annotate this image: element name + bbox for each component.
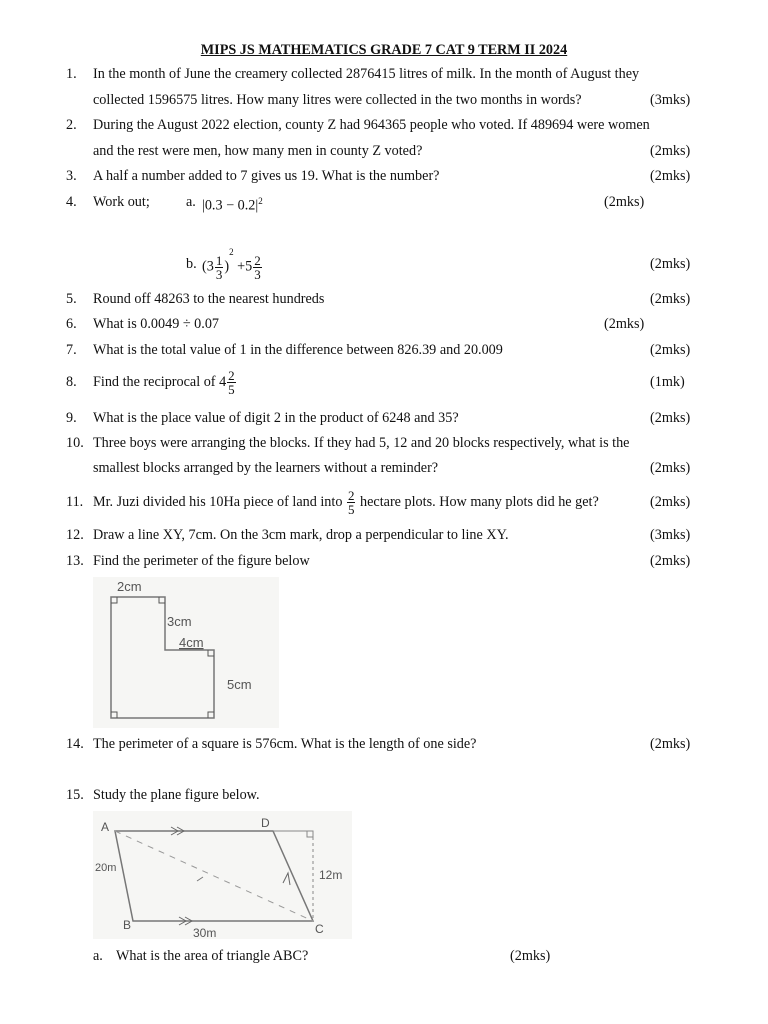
vertex-c: C bbox=[315, 922, 324, 936]
label-step-horizontal: 4cm bbox=[179, 635, 204, 650]
marks-label: (2mks) bbox=[650, 342, 691, 358]
marks-label: (2mks) bbox=[604, 316, 645, 332]
question-number: 6. bbox=[66, 316, 77, 332]
label-step-vertical: 3cm bbox=[167, 614, 192, 629]
part-b-label: b. bbox=[186, 256, 197, 272]
question-text: Work out; bbox=[93, 194, 150, 210]
marks-label: (2mks) bbox=[650, 460, 691, 476]
question-text: Study the plane figure below. bbox=[93, 787, 260, 803]
question-number: 3. bbox=[66, 168, 77, 184]
marks-label: (2mks) bbox=[650, 291, 691, 307]
question-text: Find the reciprocal of 4 $\frac{2}{5}$ bbox=[93, 368, 235, 398]
question-text: What is 0.0049 ÷ 0.07 bbox=[93, 316, 220, 332]
question-text: Draw a line XY, 7cm. On the 3cm mark, drop a perpendicular to line XY. bbox=[93, 527, 509, 543]
vertex-a: A bbox=[101, 820, 110, 834]
marks-label: (3mks) bbox=[650, 527, 691, 543]
question-number: 8. bbox=[66, 374, 77, 390]
marks-label: (2mks) bbox=[650, 553, 691, 569]
figure-parallelogram bbox=[93, 811, 352, 939]
fraction: $\frac{2}{3}$ bbox=[254, 252, 261, 282]
right-angle-mark bbox=[208, 712, 214, 718]
label-bottom-side: 30m bbox=[193, 926, 217, 939]
marks-label: (2mks) bbox=[650, 410, 691, 426]
sub-label: a. bbox=[93, 948, 103, 964]
question-text: During the August 2022 election, county Z had 964365 people who voted. If 489694 were women bbox=[93, 117, 650, 133]
part-a-label: a. bbox=[186, 194, 196, 210]
fraction: $\frac{2}{5}$ bbox=[228, 368, 235, 398]
question-number: 12. bbox=[66, 527, 84, 543]
marks-label: (2mks) bbox=[650, 736, 691, 752]
label-left-side: 20m bbox=[95, 862, 117, 874]
label-right: 5cm bbox=[227, 677, 252, 692]
marks-label: (2mks) bbox=[650, 168, 691, 184]
question-text: Three boys were arranging the blocks. If they had 5, 12 and 20 blocks respectively, what is the bbox=[93, 435, 630, 451]
marks-label: (3mks) bbox=[650, 92, 691, 108]
l-shape-outline bbox=[111, 597, 214, 718]
question-number: 7. bbox=[66, 342, 77, 358]
question-text: collected 1596575 litres. How many litres were collected in the two months in words? bbox=[93, 92, 582, 108]
figure-l-shape bbox=[93, 577, 279, 728]
question-8 bbox=[66, 366, 706, 400]
question-text: A half a number added to 7 gives us 19. What is the number? bbox=[93, 168, 440, 184]
question-number: 11. bbox=[66, 494, 84, 510]
question-number: 2. bbox=[66, 117, 77, 133]
marks-label: (2mks) bbox=[604, 194, 645, 210]
question-number: 14. bbox=[66, 736, 84, 752]
label-height: 12m bbox=[319, 868, 343, 882]
right-angle-mark bbox=[159, 597, 165, 603]
diagonal-mark bbox=[197, 877, 203, 881]
arrow-side bbox=[283, 873, 290, 885]
right-angle-mark bbox=[208, 650, 214, 656]
question-text: and the rest were men, how many men in county Z voted? bbox=[93, 143, 423, 159]
question-text: What is the place value of digit 2 in the product of 6248 and 35? bbox=[93, 410, 459, 426]
question-11 bbox=[66, 486, 706, 520]
question-number: 13. bbox=[66, 553, 84, 569]
question-number: 5. bbox=[66, 291, 77, 307]
question-number: 9. bbox=[66, 410, 77, 426]
label-top: 2cm bbox=[117, 579, 142, 594]
vertex-b: B bbox=[123, 918, 132, 932]
question-text: In the month of June the creamery collected 2876415 litres of milk. In the month of August they bbox=[93, 66, 640, 82]
question-number: 4. bbox=[66, 194, 77, 210]
diagonal-ac bbox=[115, 831, 313, 921]
question-text: Round off 48263 to the nearest hundreds bbox=[93, 291, 325, 307]
page-title: MIPS JS MATHEMATICS GRADE 7 CAT 9 TERM II 2024 bbox=[200, 42, 568, 58]
vertex-d: D bbox=[261, 816, 270, 830]
part-a-expression: $|0.3 - 0.2|^2$ bbox=[202, 196, 263, 214]
question-number: 15. bbox=[66, 787, 84, 803]
question-text: What is the area of triangle ABC? bbox=[116, 948, 309, 964]
fraction: $\frac{2}{5}$ bbox=[347, 488, 355, 518]
question-text: Find the perimeter of the figure below bbox=[93, 553, 310, 569]
marks-label: (1mk) bbox=[650, 374, 685, 390]
question-4-part-b bbox=[66, 246, 706, 282]
question-text: The perimeter of a square is 576cm. What is the length of one side? bbox=[93, 736, 477, 752]
question-number: 1. bbox=[66, 66, 77, 82]
marks-label: (2mks) bbox=[650, 256, 691, 272]
fraction: $\frac{1}{3}$ bbox=[215, 252, 223, 282]
marks-label: (2mks) bbox=[510, 948, 551, 964]
question-text: What is the total value of 1 in the difference between 826.39 and 20.009 bbox=[93, 342, 503, 358]
question-text: smallest blocks arranged by the learners without a reminder? bbox=[93, 460, 439, 476]
right-angle-mark bbox=[307, 831, 313, 837]
marks-label: (2mks) bbox=[650, 494, 691, 510]
question-number: 10. bbox=[66, 435, 84, 451]
marks-label: (2mks) bbox=[650, 143, 691, 159]
right-angle-mark bbox=[111, 712, 117, 718]
part-b-expression: (3 $\frac{1}{3}$ )$^2$ +5 $\frac{2}{3}$ bbox=[202, 247, 261, 282]
right-angle-mark bbox=[111, 597, 117, 603]
question-text: Mr. Juzi divided his 10Ha piece of land into $\frac{2}{5}$ hectare plots. How many plots did he get? bbox=[93, 488, 599, 518]
